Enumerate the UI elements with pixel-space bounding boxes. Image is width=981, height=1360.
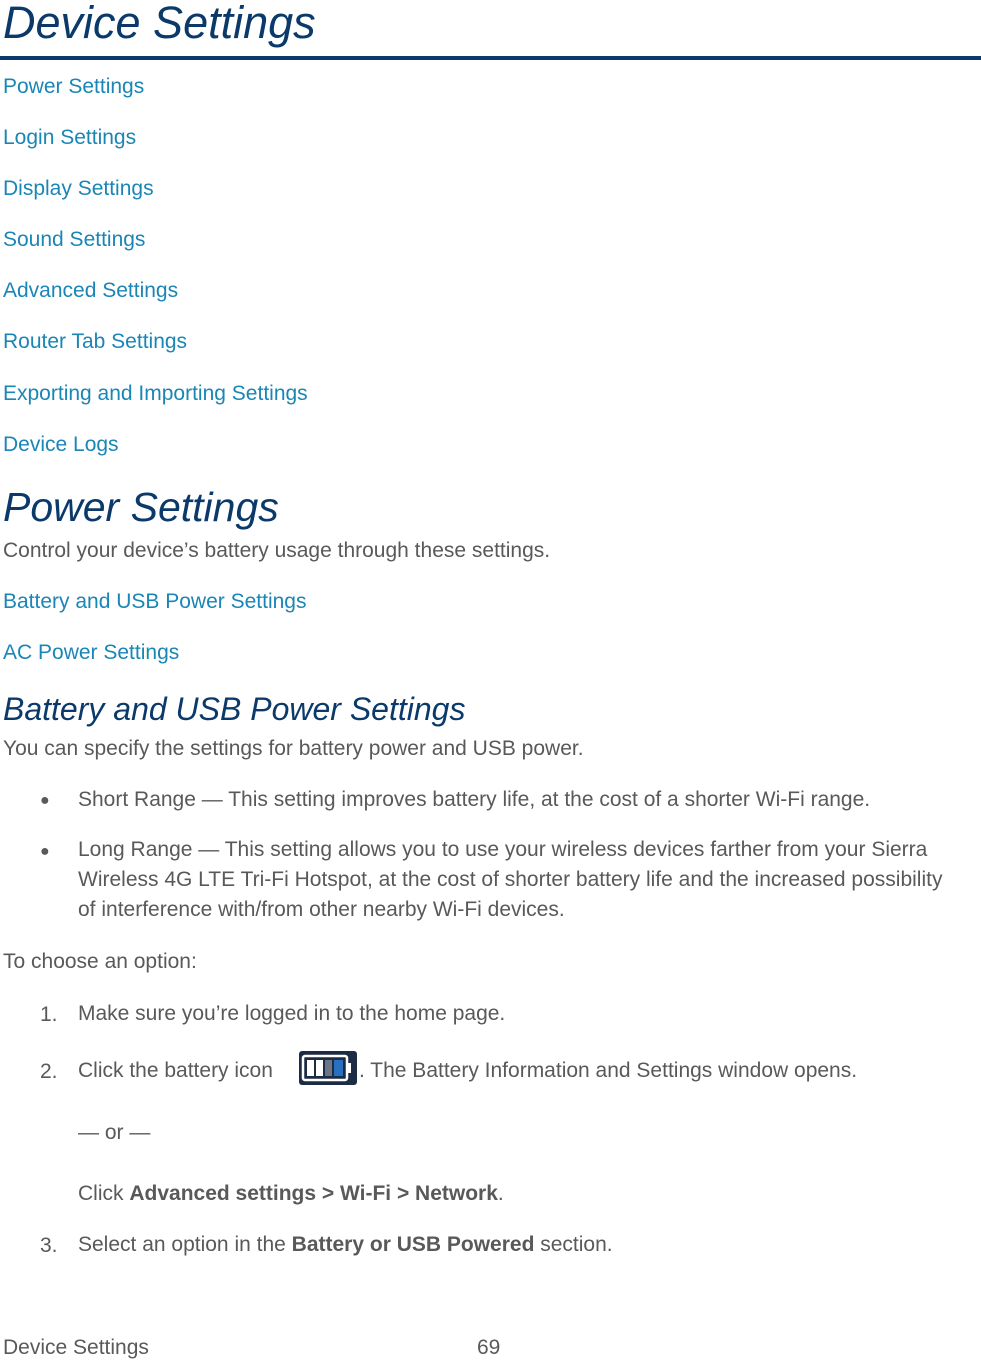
alt-step-text (78, 1183, 504, 1204)
step-3-bold: Battery or USB Powered (291, 1233, 535, 1256)
toc-link-advanced-settings[interactable]: Advanced Settings (3, 279, 179, 302)
bullet-long-range: Long Range — This setting allows you to use your wireless devices farther from your Sierra Wireless 4G LTE Tri-Fi Hotspot, at the cost of shorter battery life and the increased possibility of interference with/from other nearby Wi-Fi devices. (78, 838, 943, 921)
battery-usb-heading: Battery and USB Power Settings (3, 691, 466, 727)
link-battery-usb-power[interactable]: Battery and USB Power Settings (3, 590, 307, 613)
toc-link-display-settings[interactable]: Display Settings (3, 177, 154, 200)
step-3-prefix: Select an option in the (78, 1233, 286, 1256)
footer-section-name: Device Settings (3, 1336, 149, 1359)
step-3-number: 3. (40, 1234, 58, 1257)
step-2-text-before: Click the battery icon (78, 1059, 273, 1082)
alt-step-suffix: . (497, 1182, 504, 1205)
step-3-suffix: section. (540, 1233, 613, 1256)
title-rule (0, 56, 981, 60)
toc-link-exporting-importing[interactable]: Exporting and Importing Settings (3, 382, 308, 405)
footer-page-number: 69 (477, 1336, 501, 1359)
alt-step-prefix: Click (78, 1182, 124, 1205)
alt-step-path: Advanced settings > Wi-Fi > Network (129, 1182, 498, 1205)
power-settings-intro: Control your device’s battery usage through these settings. (3, 539, 551, 562)
battery-icon[interactable] (299, 1051, 357, 1085)
page-title: Device Settings (3, 0, 316, 48)
battery-icon-graphic (299, 1051, 357, 1085)
bullet-icon: ● (40, 792, 50, 809)
step-1-text: Make sure you’re logged in to the home page. (78, 1002, 506, 1025)
battery-usb-intro: You can specify the settings for battery power and USB power. (3, 737, 584, 760)
toc-link-power-settings[interactable]: Power Settings (3, 75, 145, 98)
or-separator: — or — (78, 1121, 151, 1144)
power-settings-heading: Power Settings (3, 484, 279, 530)
step-2-text-after: . The Battery Information and Settings window opens. (359, 1059, 858, 1082)
step-3-text (78, 1234, 613, 1255)
bullet-short-range: Short Range — This setting improves battery life, at the cost of a shorter Wi-Fi range. (78, 788, 871, 811)
toc-link-router-tab-settings[interactable]: Router Tab Settings (3, 330, 188, 353)
choose-option-text: To choose an option: (3, 950, 197, 973)
bullet-icon: ● (40, 843, 50, 860)
toc-link-device-logs[interactable]: Device Logs (3, 433, 119, 456)
step-2-number: 2. (40, 1060, 58, 1083)
step-1-number: 1. (40, 1003, 58, 1026)
toc-link-login-settings[interactable]: Login Settings (3, 126, 137, 149)
link-ac-power[interactable]: AC Power Settings (3, 641, 180, 664)
toc-link-sound-settings[interactable]: Sound Settings (3, 228, 146, 251)
